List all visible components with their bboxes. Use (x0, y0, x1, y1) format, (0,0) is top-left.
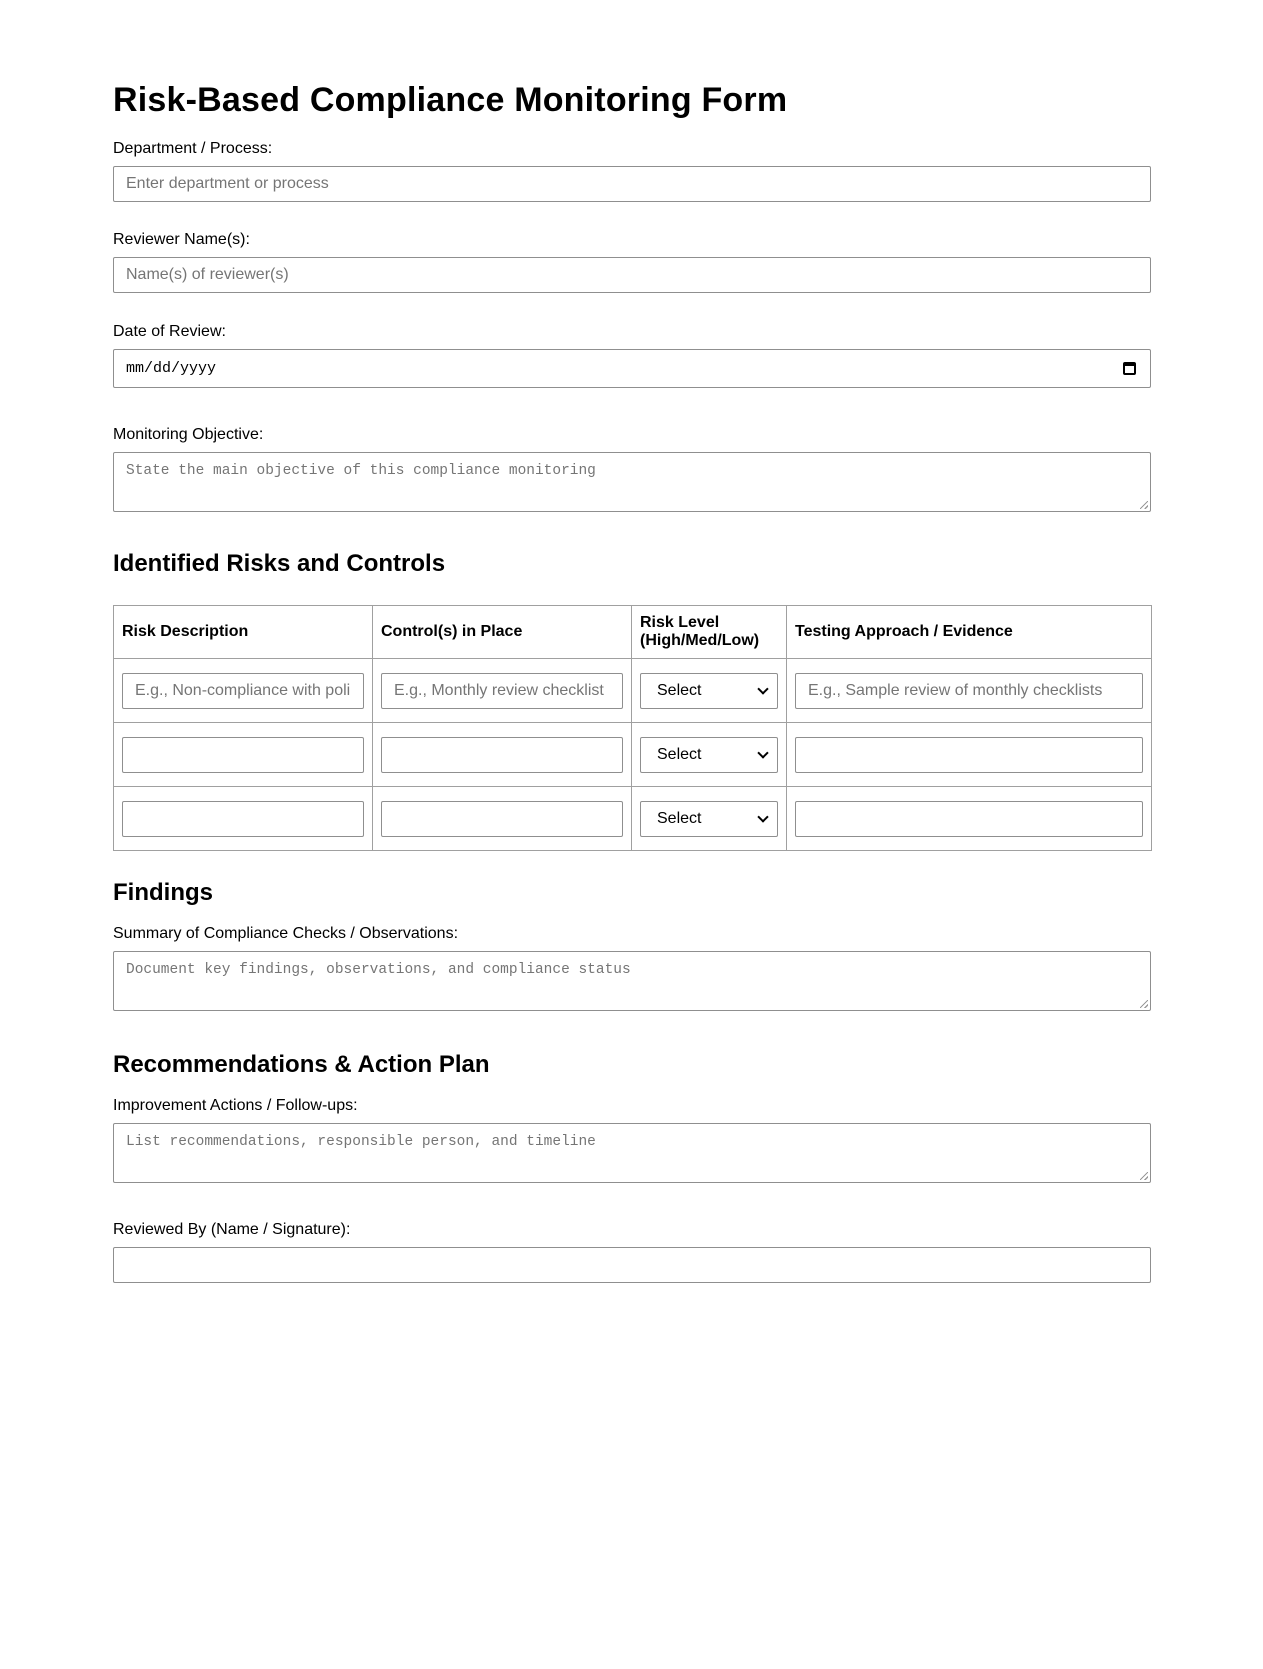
reviewed-by-input[interactable] (113, 1247, 1151, 1283)
risk-level-select[interactable] (640, 801, 778, 837)
review-date-input[interactable] (113, 349, 1151, 388)
controls-input[interactable] (381, 737, 623, 773)
objective-placeholder: State the main objective of this compliance monitoring (126, 463, 596, 479)
risk-level-select[interactable] (640, 737, 778, 773)
reviewer-input[interactable] (113, 257, 1151, 293)
risk-level-select[interactable] (640, 673, 778, 709)
risk-level-value: Select (657, 681, 702, 699)
testing-approach-input[interactable] (795, 737, 1143, 773)
resize-grip-icon[interactable] (1140, 1000, 1148, 1008)
risk-description-input[interactable] (122, 737, 364, 773)
risk-table (113, 605, 1152, 851)
table-cell (114, 723, 373, 787)
controls-input[interactable] (381, 801, 623, 837)
calendar-icon[interactable] (1123, 362, 1136, 375)
risk-level-value: Select (657, 809, 702, 827)
table-row (114, 659, 1152, 723)
table-cell (787, 787, 1152, 851)
table-cell (373, 787, 632, 851)
findings-heading: Findings (113, 879, 213, 906)
chevron-down-icon (757, 747, 768, 758)
table-header-row (114, 606, 1152, 659)
controls-placeholder: E.g., Monthly review checklist (394, 681, 604, 699)
objective-label: Monitoring Objective: (113, 426, 264, 443)
reviewed-by-label: Reviewed By (Name / Signature): (113, 1221, 351, 1238)
testing-approach-input[interactable] (795, 673, 1143, 709)
reviewer-placeholder: Name(s) of reviewer(s) (126, 266, 289, 283)
testing-approach-placeholder: E.g., Sample review of monthly checklists (808, 681, 1103, 699)
column-header-controls: Control(s) in Place (373, 606, 632, 659)
page-title: Risk-Based Compliance Monitoring Form (113, 81, 788, 119)
department-label: Department / Process: (113, 140, 273, 157)
table-cell (114, 659, 373, 723)
risk-description-input[interactable] (122, 801, 364, 837)
table-cell (114, 787, 373, 851)
controls-input[interactable] (381, 673, 623, 709)
recommendations-placeholder: List recommendations, responsible person, and timeline (126, 1134, 596, 1150)
table-row (114, 723, 1152, 787)
column-header-risk: Risk Description (114, 606, 373, 659)
department-placeholder: Enter department or process (126, 175, 329, 192)
review-date-placeholder: mm/dd/yyyy (126, 360, 217, 377)
risk-description-placeholder: E.g., Non-compliance with poli (135, 681, 351, 699)
recommendations-heading: Recommendations & Action Plan (113, 1051, 490, 1078)
recommendations-label: Improvement Actions / Follow-ups: (113, 1097, 358, 1114)
resize-grip-icon[interactable] (1140, 501, 1148, 509)
recommendations-textarea[interactable] (113, 1123, 1151, 1183)
reviewer-label: Reviewer Name(s): (113, 231, 250, 248)
findings-label: Summary of Compliance Checks / Observations: (113, 925, 459, 942)
table-cell (632, 787, 787, 851)
findings-textarea[interactable] (113, 951, 1151, 1011)
testing-approach-input[interactable] (795, 801, 1143, 837)
table-cell (787, 723, 1152, 787)
risk-level-value: Select (657, 745, 702, 763)
chevron-down-icon (757, 811, 768, 822)
risks-section-heading: Identified Risks and Controls (113, 550, 446, 577)
table-row (114, 787, 1152, 851)
column-header-risk-level: Risk Level (High/Med/Low) (632, 606, 787, 659)
table-cell (632, 659, 787, 723)
column-header-testing: Testing Approach / Evidence (787, 606, 1152, 659)
review-date-label: Date of Review: (113, 323, 226, 340)
resize-grip-icon[interactable] (1140, 1172, 1148, 1180)
objective-textarea[interactable] (113, 452, 1151, 512)
findings-placeholder: Document key findings, observations, and compliance status (126, 962, 631, 978)
table-cell (632, 723, 787, 787)
table-cell (787, 659, 1152, 723)
chevron-down-icon (757, 683, 768, 694)
table-cell (373, 659, 632, 723)
department-input[interactable] (113, 166, 1151, 202)
risk-description-input[interactable] (122, 673, 364, 709)
table-cell (373, 723, 632, 787)
